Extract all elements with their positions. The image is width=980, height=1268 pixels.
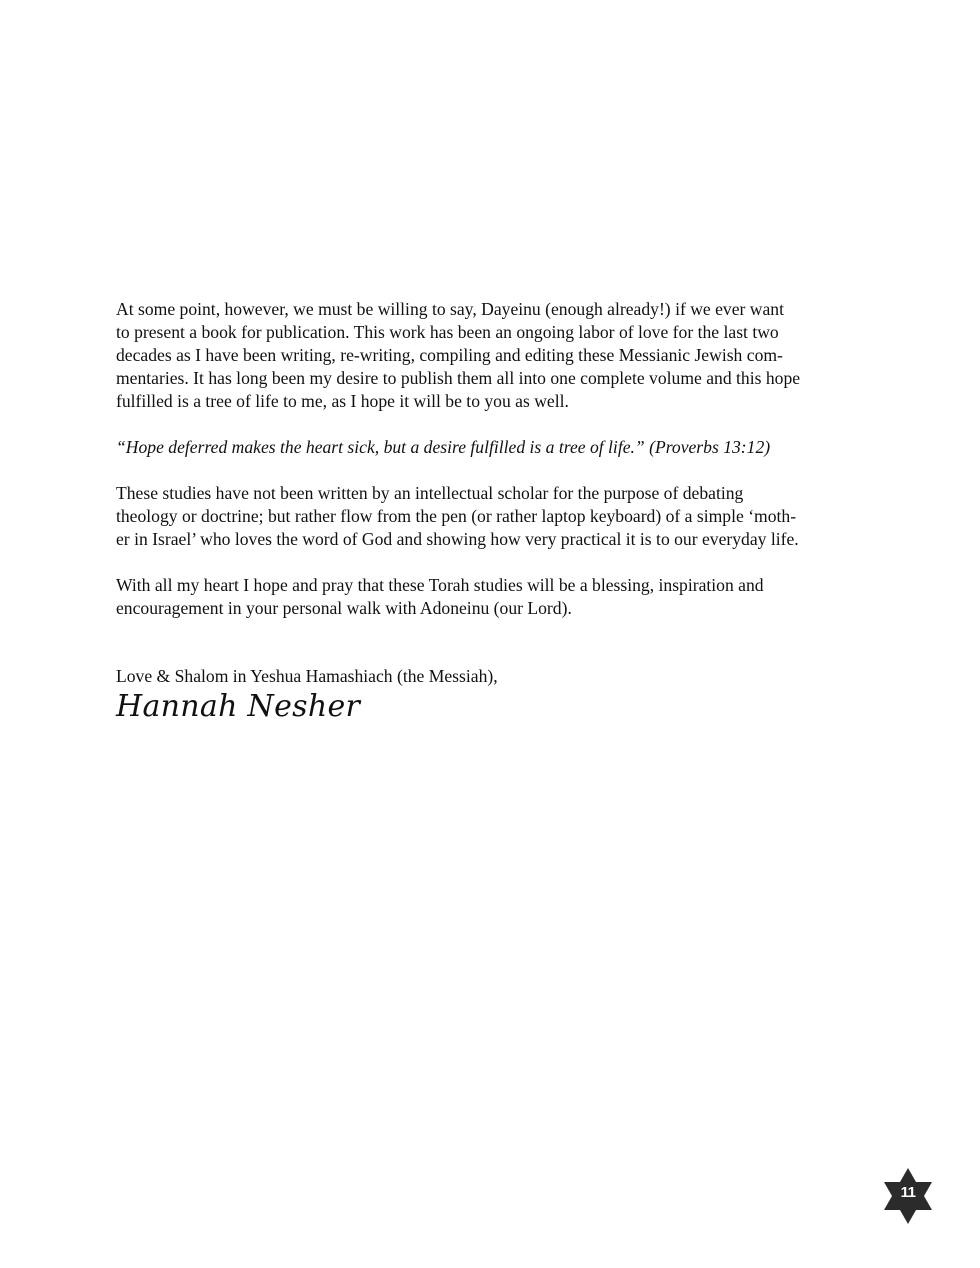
text-line: to present a book for publication. This work has been an ongoing labor of love for the last two xyxy=(116,322,779,342)
text-line: encouragement in your personal walk with Adoneinu (our Lord). xyxy=(116,598,572,618)
paragraph-blessing xyxy=(116,574,868,620)
paragraph-publication xyxy=(116,298,868,413)
paragraph-studies xyxy=(116,482,868,551)
text-line: fulfilled is a tree of life to me, as I hope it will be to you as well. xyxy=(116,391,569,411)
closing-salutation: Love & Shalom in Yeshua Hamashiach (the Messiah), xyxy=(116,666,498,686)
text-line: With all my heart I hope and pray that these Torah studies will be a blessing, inspiration and xyxy=(116,575,764,595)
text-line: er in Israel’ who loves the word of God and showing how very practical it is to our everyday life. xyxy=(116,529,799,549)
scripture-quote: “Hope deferred makes the heart sick, but a desire fulfilled is a tree of life.” (Proverbs 13:12) xyxy=(116,437,771,457)
letter-body xyxy=(116,298,868,726)
text-line: decades as I have been writing, re-writing, compiling and editing these Messianic Jewish com- xyxy=(116,345,783,365)
text-line: These studies have not been written by an intellectual scholar for the purpose of debating xyxy=(116,483,744,503)
page-number: 11 xyxy=(900,1184,916,1201)
signature: Hannah Nesher xyxy=(116,689,361,724)
text-line: mentaries. It has long been my desire to publish them all into one complete volume and this hope xyxy=(116,368,801,388)
text-line: theology or doctrine; but rather flow from the pen (or rather laptop keyboard) of a simple ‘moth- xyxy=(116,506,797,526)
page-number-badge xyxy=(880,1166,936,1226)
text-line: At some point, however, we must be willing to say, Dayeinu (enough already!) if we ever want xyxy=(116,299,784,319)
